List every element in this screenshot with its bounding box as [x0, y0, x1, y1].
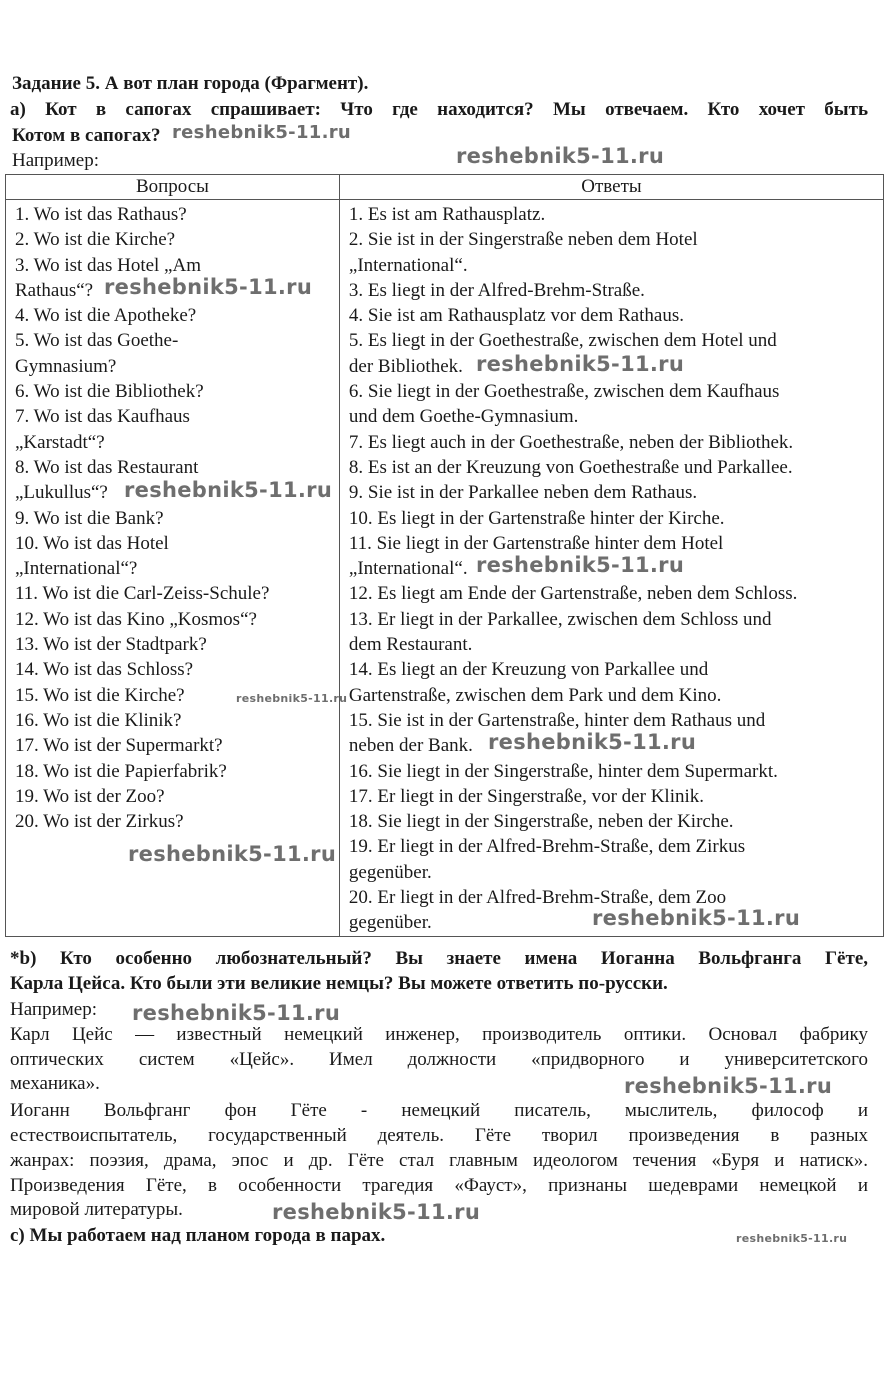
task-a-line1: а) Кот в сапогах спрашивает: Что где находится? Мы отвечаем. Кто хочет быть [10, 99, 868, 120]
answer-line: „International“. [348, 254, 468, 276]
question-line: 16. Wo ist die Klinik? [15, 709, 182, 731]
question-line: 14. Wo ist das Schloss? [15, 659, 194, 681]
task-title: Задание 5. А вот план города (Фрагмент). [12, 73, 369, 94]
goethe-paragraph-line: мировой литературы. [10, 1199, 183, 1220]
answer-line: 10. Es liegt in der Gartenstraße hinter der Kirche. [348, 507, 725, 529]
answer-line: der Bibliothek. [348, 355, 463, 377]
answer-line: neben der Bank. [348, 735, 473, 757]
answer-line: 9. Sie ist in der Parkallee neben dem Rathaus. [348, 482, 698, 504]
answer-line: 7. Es liegt auch in der Goethestraße, neben der Bibliothek. [348, 431, 794, 453]
watermark: reshebnik5-11.ru [124, 478, 333, 502]
header-questions: Вопросы [6, 175, 340, 200]
question-line: 4. Wo ist die Apotheke? [15, 305, 197, 327]
answer-line: 1. Es ist am Rathausplatz. [348, 204, 546, 225]
question-line: 9. Wo ist die Bank? [15, 507, 164, 529]
answer-line: Gartenstraße, zwischen dem Park und dem Kino. [348, 684, 722, 706]
answer-line: 13. Er liegt in der Parkallee, zwischen dem Schloss und [348, 608, 772, 630]
answer-line: 2. Sie ist in der Singerstraße neben dem Hotel [348, 229, 698, 251]
part-b-question-line1: *b) Кто особенно любознательный? Вы знаете имена Иоганна Вольфганга Гёте, [10, 948, 868, 969]
answer-line: 20. Er liegt in der Alfred-Brehm-Straße, dem Zoo [348, 887, 727, 909]
answer-line: 17. Er liegt in der Singerstraße, vor der Klinik. [348, 785, 704, 807]
question-line: 2. Wo ist die Kirche? [15, 229, 176, 251]
question-line: „Lukullus“? [15, 482, 108, 504]
watermark: reshebnik5-11.ru [104, 275, 313, 299]
answer-line: 14. Es liegt an der Kreuzung von Parkallee und [348, 659, 709, 681]
question-line: „Karstadt“? [15, 431, 105, 453]
answer-line: 11. Sie liegt in der Gartenstraße hinter dem Hotel [348, 532, 724, 554]
answer-line: dem Restaurant. [348, 634, 473, 656]
watermark: reshebnik5-11.ru [456, 144, 665, 168]
watermark: reshebnik5-11.ru [132, 1001, 341, 1025]
question-line: 1. Wo ist das Rathaus? [15, 204, 187, 225]
watermark: reshebnik5-11.ru [624, 1074, 833, 1098]
part-b-question-line2: Карла Цейса. Кто были эти великие немцы? Вы можете ответить по-русски. [10, 973, 668, 994]
answer-line: 6. Sie liegt in der Goethestraße, zwischen dem Kaufhaus [348, 381, 780, 403]
goethe-paragraph-line: жанрах: поэзия, драма, эпос и др. Гёте стал главным идеологом течения «Буря и натиск». [10, 1150, 868, 1171]
question-line: 19. Wo ist der Zoo? [15, 785, 165, 807]
question-line: 12. Wo ist das Kino „Kosmos“? [15, 608, 257, 630]
answer-line: „International“. [348, 558, 468, 580]
zeiss-paragraph-line: механика». [10, 1073, 100, 1094]
table-header-row [6, 175, 884, 200]
goethe-paragraph-line: Иоганн Вольфганг фон Гёте - немецкий писатель, мыслитель, философ и [10, 1100, 868, 1121]
table-body-row [6, 200, 884, 937]
question-line: 17. Wo ist der Supermarkt? [15, 735, 223, 757]
questions-cell [6, 200, 340, 937]
question-line: 20. Wo ist der Zirkus? [15, 811, 184, 833]
watermark: reshebnik5-11.ru [172, 122, 352, 143]
watermark: reshebnik5-11.ru [128, 842, 337, 866]
part-b-example-label: Например: [10, 999, 97, 1020]
watermark: reshebnik5-11.ru [488, 730, 697, 754]
answer-line: und dem Goethe-Gymnasium. [348, 406, 579, 428]
answer-line: 3. Es liegt in der Alfred-Brehm-Straße. [348, 279, 645, 301]
watermark: reshebnik5-11.ru [236, 692, 348, 705]
part-c-text: с) Мы работаем над планом города в парах. [10, 1225, 386, 1246]
goethe-paragraph-line: естествоиспытатель, государственный деятель. Гёте творил произведения в разных [10, 1125, 868, 1146]
header-answers: Ответы [339, 175, 883, 200]
question-line: 5. Wo ist das Goethe- [15, 330, 179, 352]
watermark: reshebnik5-11.ru [476, 352, 685, 376]
answer-line: 8. Es ist an der Kreuzung von Goethestraße und Parkallee. [348, 456, 793, 478]
question-line: Rathaus“? [15, 279, 94, 301]
zeiss-paragraph-line: оптических систем «Цейс». Имел должности «придворного и университетского [10, 1049, 868, 1070]
answer-line: 12. Es liegt am Ende der Gartenstraße, neben dem Schloss. [348, 583, 798, 605]
question-line: 18. Wo ist die Papierfabrik? [15, 760, 227, 782]
question-line: 6. Wo ist die Bibliothek? [15, 381, 204, 403]
question-line: 10. Wo ist das Hotel [15, 532, 169, 554]
question-line: 13. Wo ist der Stadtpark? [15, 634, 207, 656]
question-line: „International“? [15, 558, 138, 580]
answer-line: gegenüber. [348, 912, 432, 934]
question-line: 8. Wo ist das Restaurant [15, 456, 199, 478]
question-line: 3. Wo ist das Hotel „Am [15, 254, 201, 276]
question-line: Gymnasium? [15, 355, 117, 377]
watermark: reshebnik5-11.ru [476, 553, 685, 577]
answer-line: 15. Sie ist in der Gartenstraße, hinter dem Rathaus und [348, 709, 766, 731]
answer-line: 16. Sie liegt in der Singerstraße, hinter dem Supermarkt. [348, 760, 778, 782]
answer-line: 19. Er liegt in der Alfred-Brehm-Straße, dem Zirkus [348, 836, 746, 858]
watermark: reshebnik5-11.ru [736, 1232, 848, 1245]
task-a-line2: Котом в сапогах? [12, 125, 161, 146]
watermark: reshebnik5-11.ru [592, 906, 801, 930]
example-label: Например: [12, 150, 99, 171]
answer-line: 4. Sie ist am Rathausplatz vor dem Rathaus. [348, 305, 684, 327]
question-line: 7. Wo ist das Kaufhaus [15, 406, 190, 428]
watermark: reshebnik5-11.ru [272, 1200, 481, 1224]
answer-line: 18. Sie liegt in der Singerstraße, neben der Kirche. [348, 811, 734, 833]
question-line: 11. Wo ist die Carl-Zeiss-Schule? [15, 583, 270, 605]
answer-line: 5. Es liegt in der Goethestraße, zwischen dem Hotel und [348, 330, 777, 352]
answer-line: gegenüber. [348, 861, 432, 883]
zeiss-paragraph-line: Карл Цейс — известный немецкий инженер, производитель оптики. Основал фабрику [10, 1024, 868, 1045]
goethe-paragraph-line: Произведения Гёте, в особенности трагедия «Фауст», признаны шедеврами немецкой и [10, 1175, 868, 1196]
question-line: 15. Wo ist die Kirche? [15, 684, 185, 706]
